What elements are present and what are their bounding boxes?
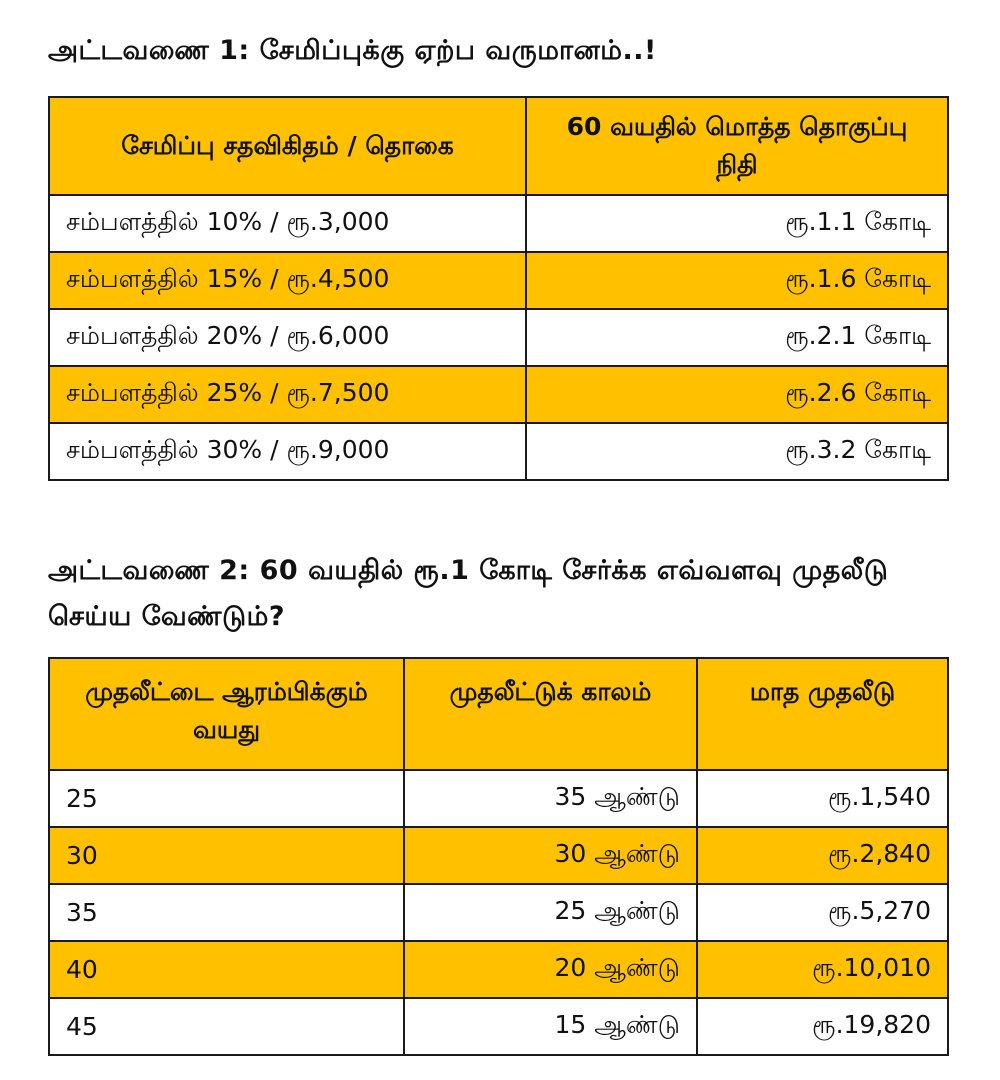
age-cell: 40 (49, 941, 404, 998)
header-start-age: முதலீட்டை ஆரம்பிக்கும் வயது (49, 658, 404, 770)
period-cell: 30 ஆண்டு (404, 827, 697, 884)
header-investment-period: முதலீட்டுக் காலம் (404, 658, 697, 770)
table-row (49, 366, 948, 423)
monthly-cell: ரூ.19,820 (697, 998, 948, 1055)
savings-cell: சம்பளத்தில் 15% / ரூ.4,500 (49, 252, 526, 309)
corpus-cell: ரூ.2.1 கோடி (526, 309, 948, 366)
table-header-row (49, 658, 948, 770)
savings-cell: சம்பளத்தில் 25% / ரூ.7,500 (49, 366, 526, 423)
table-header-row (49, 97, 948, 195)
investment-plan-table (48, 657, 949, 1056)
age-cell: 30 (49, 827, 404, 884)
header-total-corpus: 60 வயதில் மொத்த தொகுப்பு நிதி (526, 97, 948, 195)
corpus-cell: ரூ.2.6 கோடி (526, 366, 948, 423)
table-row (49, 195, 948, 252)
period-cell: 35 ஆண்டு (404, 770, 697, 827)
table-row (49, 423, 948, 480)
savings-cell: சம்பளத்தில் 10% / ரூ.3,000 (49, 195, 526, 252)
savings-return-table (48, 96, 949, 481)
corpus-cell: ரூ.1.6 கோடி (526, 252, 948, 309)
corpus-cell: ரூ.3.2 கோடி (526, 423, 948, 480)
savings-cell: சம்பளத்தில் 30% / ரூ.9,000 (49, 423, 526, 480)
table-row (49, 309, 948, 366)
header-savings-percent: சேமிப்பு சதவிகிதம் / தொகை (49, 97, 526, 195)
monthly-cell: ரூ.10,010 (697, 941, 948, 998)
table-row (49, 827, 948, 884)
period-cell: 25 ஆண்டு (404, 884, 697, 941)
table-row (49, 770, 948, 827)
table-row (49, 252, 948, 309)
period-cell: 15 ஆண்டு (404, 998, 697, 1055)
header-monthly-investment: மாத முதலீடு (697, 658, 948, 770)
period-cell: 20 ஆண்டு (404, 941, 697, 998)
table2-title: அட்டவணை 2: 60 வயதில் ரூ.1 கோடி சேர்க்க எவ்வளவு முதலீடு செய்ய வேண்டும்? (48, 555, 889, 632)
monthly-cell: ரூ.1,540 (697, 770, 948, 827)
savings-cell: சம்பளத்தில் 20% / ரூ.6,000 (49, 309, 526, 366)
age-cell: 25 (49, 770, 404, 827)
table-row (49, 941, 948, 998)
table-row (49, 884, 948, 941)
age-cell: 45 (49, 998, 404, 1055)
corpus-cell: ரூ.1.1 கோடி (526, 195, 948, 252)
age-cell: 35 (49, 884, 404, 941)
table-row (49, 998, 948, 1055)
monthly-cell: ரூ.5,270 (697, 884, 948, 941)
monthly-cell: ரூ.2,840 (697, 827, 948, 884)
table1-title: அட்டவணை 1: சேமிப்புக்கு ஏற்ப வருமானம்..! (48, 35, 657, 66)
